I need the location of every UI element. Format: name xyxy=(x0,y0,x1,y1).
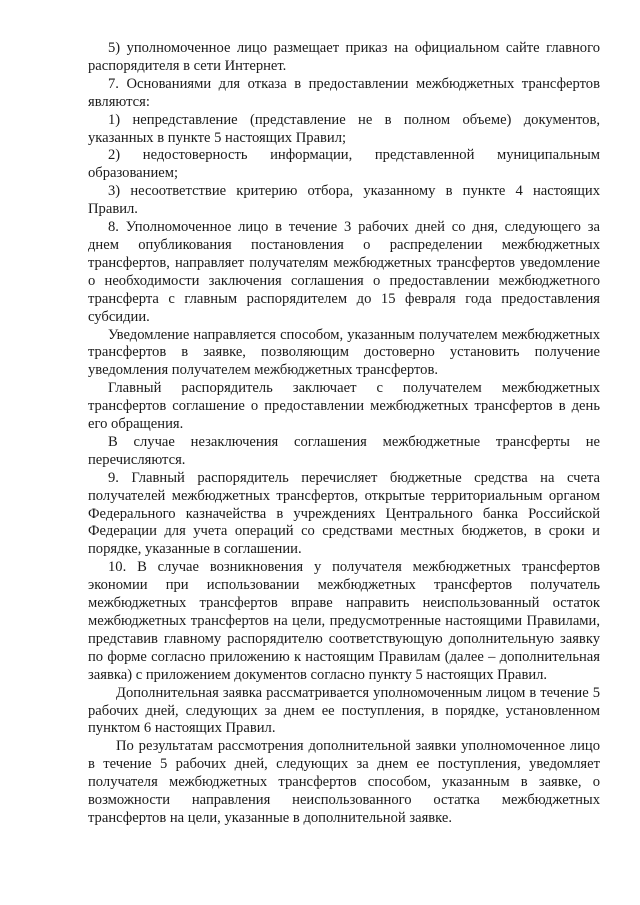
document-page xyxy=(88,40,600,828)
paragraph-notification: Уведомление направляется способом, указанным получателем межбюджетных трансфертов в заявке, позволяющим достоверно установить получение уведомления получателем межбюджетных трансфертов. xyxy=(88,326,600,379)
paragraph-clause-7-item-2: 2) недостоверность информации, представленной муниципальным образованием; xyxy=(88,147,600,182)
paragraph-clause-9: 9. Главный распорядитель перечисляет бюджетные средства на счета получателей межбюджетных трансфертов, открытые территориальным органом Федерального казначейства в учреждениях Центрального банка Российской Федерации для учета операций со средствами местных бюджетов, в сроки и порядке, указанные в соглашении. xyxy=(88,469,600,558)
paragraph-clause-7-item-3: 3) несоответствие критерию отбора, указанному в пункте 4 настоящих Правил. xyxy=(88,183,600,218)
paragraph-agreement: Главный распорядитель заключает с получателем межбюджетных трансфертов соглашение о предоставлении межбюджетных трансфертов в день его обращения. xyxy=(88,380,600,433)
paragraph-review-results: По результатам рассмотрения дополнительной заявки уполномоченное лицо в течение 5 рабочих дней, следующих за днем ее поступления, уведомляет получателя межбюджетных трансфертов способом, указанным в заявке, о возможности направления неиспользованного остатка межбюджетных трансфертов на цели, указанные в дополнительной заявке. xyxy=(88,738,600,826)
paragraph-item-5: 5) уполномоченное лицо размещает приказ на официальном сайте главного распорядителя в сети Интернет. xyxy=(88,40,600,74)
paragraph-clause-10: 10. В случае возникновения у получателя межбюджетных трансфертов экономии при использовании межбюджетных трансфертов получатель межбюджетных трансфертов вправе направить неиспользованный остаток межбюджетных трансфертов на цели, предусмотренные настоящими Правилами, представив главному распорядителю соответствующую дополнительную заявку по форме согласно приложению к настоящим Правилам (далее – дополнительная заявка) с приложением документов согласно пункту 5 настоящих Правил. xyxy=(88,559,600,683)
paragraph-no-agreement: В случае незаключения соглашения межбюджетные трансферты не перечисляются. xyxy=(88,433,600,468)
paragraph-clause-7: 7. Основаниями для отказа в предоставлении межбюджетных трансфертов являются: xyxy=(88,75,600,110)
paragraph-additional-application: Дополнительная заявка рассматривается уполномоченным лицом в течение 5 рабочих дней, следующих за днем ее поступления, в порядке, установленном пунктом 6 настоящих Правил. xyxy=(88,684,600,737)
paragraph-clause-7-item-1: 1) непредставление (представление не в полном объеме) документов, указанных в пункте 5 настоящих Правил; xyxy=(88,111,600,146)
paragraph-clause-8: 8. Уполномоченное лицо в течение 3 рабочих дней со дня, следующего за днем опубликования постановления о распределении межбюджетных трансфертов, направляет получателям межбюджетных трансфертов уведомление о необходимости заключения соглашения о предоставлении межбюджетного трансферта с главным распорядителем до 15 февраля года предоставления субсидии. xyxy=(88,219,600,325)
